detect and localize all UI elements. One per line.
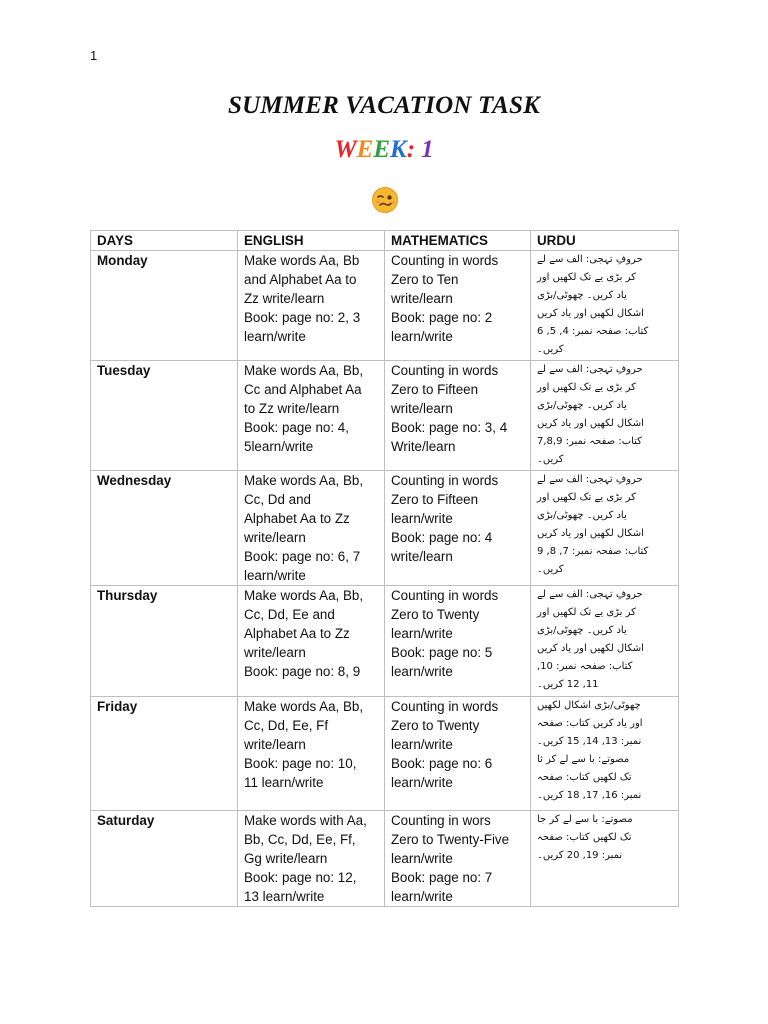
mathematics-cell-line: Counting in words (391, 473, 499, 488)
week-letter: W (334, 136, 357, 163)
urdu-cell (531, 251, 679, 361)
english-cell-line: Zz write/learn (244, 291, 325, 306)
english-cell-line: to Zz write/learn (244, 401, 340, 416)
urdu-cell-line: کتاب: صفحہ نمبر: 10, (537, 661, 633, 672)
day-cell: Tuesday (91, 361, 238, 471)
mathematics-cell-line: Book: page no: 4 (391, 530, 493, 545)
english-cell (238, 361, 385, 471)
mathematics-cell-line: learn/write (391, 737, 453, 752)
english-cell-line: Cc and Alphabet Aa (244, 382, 362, 397)
week-letter: E (373, 136, 391, 163)
mathematics-cell (385, 697, 531, 811)
mathematics-cell (385, 251, 531, 361)
urdu-cell-line: مصوتے: با سے لے کر جا (537, 814, 633, 825)
mathematics-cell-line: Book: page no: 6 (391, 756, 493, 771)
urdu-cell-line: اشکال لکھیں اور یاد کریں (537, 418, 644, 429)
english-cell (238, 471, 385, 586)
urdu-cell-line: کتاب: صفحہ نمبر: 4, 5, 6 (537, 326, 649, 337)
english-cell-line: learn/write (244, 329, 306, 344)
mathematics-cell-line: Zero to Fifteen (391, 382, 479, 397)
mathematics-cell-line: learn/write (391, 889, 453, 904)
urdu-cell-line: نمبر: 19, 20 کریں۔ (537, 850, 623, 861)
english-cell-line: 13 learn/write (244, 889, 325, 904)
mathematics-cell-line: Counting in words (391, 253, 499, 268)
english-cell-line: Alphabet Aa to Zz (244, 511, 350, 526)
week-heading (0, 136, 768, 164)
mathematics-cell-line: Zero to Fifteen (391, 492, 479, 507)
urdu-cell-line: کریں۔ (537, 344, 564, 355)
english-cell-line: Alphabet Aa to Zz (244, 626, 350, 641)
urdu-cell-line: اشکال لکھیں اور یاد کریں (537, 308, 644, 319)
urdu-cell (531, 361, 679, 471)
english-cell-line: Make words Aa, Bb, (244, 473, 364, 488)
urdu-cell-line: حروفِ تہجی: الف سے لے (537, 364, 643, 375)
english-cell (238, 697, 385, 811)
urdu-cell-line: حروفِ تہجی: الف سے لے (537, 254, 643, 265)
header-english: ENGLISH (238, 231, 385, 251)
header-days: DAYS (91, 231, 238, 251)
mathematics-cell (385, 586, 531, 697)
day-cell: Friday (91, 697, 238, 811)
mathematics-cell-line: Counting in wors (391, 813, 491, 828)
mathematics-cell (385, 811, 531, 907)
english-cell-line: Book: page no: 6, 7 (244, 549, 361, 564)
urdu-cell-line: 11, 12 کریں۔ (537, 679, 599, 690)
mathematics-cell (385, 471, 531, 586)
english-cell-line: Make words Aa, Bb, (244, 699, 364, 714)
table-row (91, 251, 679, 361)
urdu-cell-line: کریں۔ (537, 454, 564, 465)
mathematics-cell-line: learn/write (391, 329, 453, 344)
day-cell: Saturday (91, 811, 238, 907)
table-row (91, 471, 679, 586)
week-letter: K (390, 136, 407, 163)
english-cell-line: write/learn (244, 737, 306, 752)
header-mathematics: MATHEMATICS (385, 231, 531, 251)
mathematics-cell-line: Counting in words (391, 699, 499, 714)
mathematics-cell-line: Book: page no: 7 (391, 870, 493, 885)
english-cell-line: Make words with Aa, (244, 813, 367, 828)
urdu-cell-line: یاد کریں۔ چھوٹی/بڑی (537, 400, 627, 411)
mathematics-cell-line: learn/write (391, 775, 453, 790)
mathematics-cell-line: learn/write (391, 851, 453, 866)
english-cell-line: Book: page no: 2, 3 (244, 310, 361, 325)
mathematics-cell-line: write/learn (391, 291, 453, 306)
mathematics-cell-line: Book: page no: 3, 4 (391, 420, 508, 435)
table-row (91, 586, 679, 697)
urdu-cell (531, 586, 679, 697)
week-letter: 1 (421, 136, 434, 163)
table-row (91, 811, 679, 907)
table-header-row (91, 231, 679, 251)
english-cell-line: Book: page no: 4, (244, 420, 349, 435)
schedule-table (90, 230, 679, 907)
urdu-cell-line: اشکال لکھیں اور یاد کریں (537, 643, 644, 654)
table-row (91, 361, 679, 471)
mathematics-cell-line: Counting in words (391, 363, 499, 378)
mathematics-cell-line: Zero to Ten (391, 272, 459, 287)
urdu-cell-line: یاد کریں۔ چھوٹی/بڑی (537, 625, 627, 636)
mathematics-cell-line: Book: page no: 2 (391, 310, 493, 325)
english-cell-line: write/learn (244, 645, 306, 660)
mathematics-cell-line: write/learn (391, 401, 453, 416)
table-row (91, 697, 679, 811)
mathematics-cell (385, 361, 531, 471)
week-letter: E (356, 136, 374, 163)
day-cell: Monday (91, 251, 238, 361)
urdu-cell-line: نمبر: 16, 17, 18 کریں۔ (537, 790, 642, 801)
urdu-cell-line: یاد کریں۔ چھوٹی/بڑی (537, 290, 627, 301)
english-cell-line: Cc, Dd and (244, 492, 311, 507)
page-number: 1 (90, 48, 98, 63)
mathematics-cell-line: learn/write (391, 664, 453, 679)
urdu-cell-line: کتاب: صفحہ نمبر: 7, 8, 9 (537, 546, 649, 557)
english-cell (238, 586, 385, 697)
urdu-cell-line: اور یاد کریں کتاب: صفحہ (537, 718, 643, 729)
english-cell-line: Make words Aa, Bb (244, 253, 360, 268)
english-cell-line: 11 learn/write (244, 775, 324, 790)
urdu-cell-line: کتاب: صفحہ نمبر: 7,8,9 (537, 436, 642, 447)
urdu-cell-line: مصوتے: با سے لے کر ثا (537, 754, 630, 765)
urdu-cell (531, 697, 679, 811)
english-cell (238, 251, 385, 361)
urdu-cell-line: کر بڑی یے تک لکھیں اور (537, 272, 636, 283)
day-cell: Wednesday (91, 471, 238, 586)
english-cell-line: Cc, Dd, Ee, Ff (244, 718, 329, 733)
mathematics-cell-line: learn/write (391, 626, 453, 641)
document-title: SUMMER VACATION TASK (228, 92, 540, 119)
urdu-cell-line: چھوٹی/بڑی اشکال لکھیں (537, 700, 641, 711)
urdu-cell (531, 471, 679, 586)
mathematics-cell-line: Counting in words (391, 588, 499, 603)
urdu-cell-line: کر بڑی یے تک لکھیں اور (537, 492, 636, 503)
header-urdu: URDU (531, 231, 679, 251)
english-cell (238, 811, 385, 907)
english-cell-line: Book: page no: 8, 9 (244, 664, 361, 679)
mathematics-cell-line: Zero to Twenty-Five (391, 832, 510, 847)
urdu-cell-line: یاد کریں۔ چھوٹی/بڑی (537, 510, 627, 521)
urdu-cell-line: تک لکھیں کتاب: صفحہ (537, 772, 632, 783)
urdu-cell-line: تک لکھیں کتاب: صفحہ (537, 832, 632, 843)
english-cell-line: 5learn/write (244, 439, 314, 454)
english-cell-line: and Alphabet Aa to (244, 272, 357, 287)
mathematics-cell-line: learn/write (391, 511, 453, 526)
urdu-cell-line: اشکال لکھیں اور یاد کریں (537, 528, 644, 539)
english-cell-line: learn/write (244, 568, 306, 583)
english-cell-line: write/learn (244, 530, 306, 545)
english-cell-line: Cc, Dd, Ee and (244, 607, 335, 622)
day-cell: Thursday (91, 586, 238, 697)
mathematics-cell-line: Zero to Twenty (391, 718, 480, 733)
woozy-face-icon (371, 186, 399, 214)
english-cell-line: Gg write/learn (244, 851, 328, 866)
urdu-cell-line: کریں۔ (537, 564, 564, 575)
urdu-cell-line: کر بڑی یے تک لکھیں اور (537, 382, 636, 393)
week-letter: : (406, 136, 416, 163)
urdu-cell-line: حروفِ تہجی: الف سے لے (537, 474, 643, 485)
english-cell-line: Make words Aa, Bb, (244, 588, 364, 603)
mathematics-cell-line: Zero to Twenty (391, 607, 480, 622)
urdu-cell-line: نمبر: 13, 14, 15 کریں۔ (537, 736, 642, 747)
urdu-cell (531, 811, 679, 907)
english-cell-line: Book: page no: 12, (244, 870, 357, 885)
mathematics-cell-line: Write/learn (391, 439, 456, 454)
urdu-cell-line: حروفِ تہجی: الف سے لے (537, 589, 643, 600)
mathematics-cell-line: Book: page no: 5 (391, 645, 493, 660)
english-cell-line: Bb, Cc, Dd, Ee, Ff, (244, 832, 356, 847)
english-cell-line: Make words Aa, Bb, (244, 363, 364, 378)
mathematics-cell-line: write/learn (391, 549, 453, 564)
english-cell-line: Book: page no: 10, (244, 756, 357, 771)
urdu-cell-line: کر بڑی یے تک لکھیں اور (537, 607, 636, 618)
